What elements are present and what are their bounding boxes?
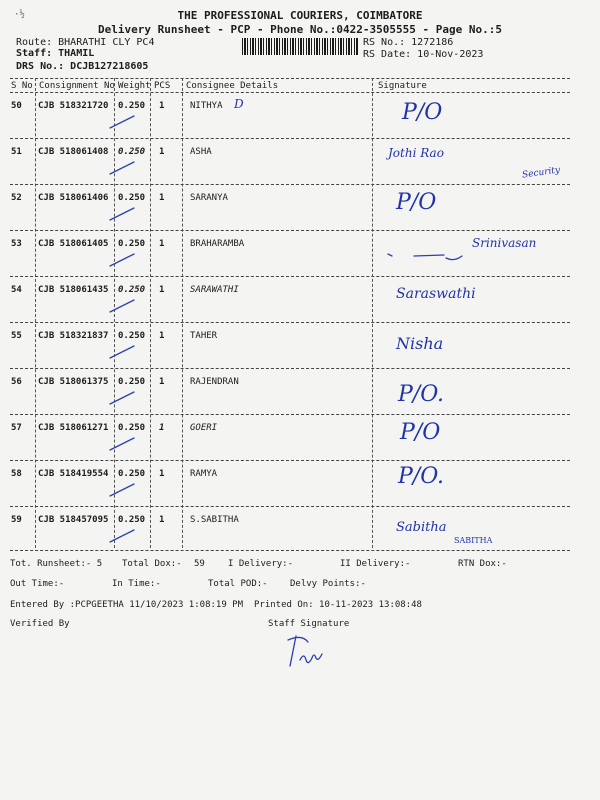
table-row [0,460,600,506]
row-consignee: GOERI [190,423,218,433]
company-name: THE PROFESSIONAL COURIERS, COIMBATORE [177,9,423,22]
table-row [0,276,600,322]
table-row [0,414,600,460]
table-row [0,506,600,552]
row-consignment: CJB 518061271 [38,423,109,433]
row-pcs: 1 [159,101,165,111]
tick-mark [108,342,138,362]
row-consignee: RAJENDRAN [190,377,239,387]
drs-number: DRS No.: DCJB127218605 [16,61,149,72]
row-weight: 0.250 [118,377,146,387]
total-runsheet: Tot. Runsheet:- 5 [10,559,103,569]
printed-on: Printed On: 10-11-2023 13:08:48 [254,600,422,610]
row-weight: 0.250 [118,101,146,111]
row-sno: 53 [11,239,22,249]
row-pcs: 1 [159,239,165,249]
row-consignment: CJB 518419554 [38,469,109,479]
row-consignee: BRAHARAMBA [190,239,245,249]
row-consignee: TAHER [190,331,218,341]
row-pcs: 1 [159,331,165,341]
row-consignment: CJB 518457095 [38,515,109,525]
row-consignment: CJB 518321837 [38,331,109,341]
entered-by: Entered By :PCPGEETHA 11/10/2023 1:08:19 PM [10,600,243,610]
row-consignee: NITHYA [190,101,223,111]
runsheet-title: Delivery Runsheet - PCP - Phone No.:0422-3505555 - Page No.:5 [98,23,502,36]
row-sno: 54 [11,285,22,295]
total-dox-label: Total Dox:- [122,559,182,569]
handwritten-initial: D [234,97,244,111]
row-consignee: SARANYA [190,193,228,203]
row-consignment: CJB 518061408 [38,147,109,157]
row-sno: 56 [11,377,22,387]
row-sno: 50 [11,101,22,111]
total-pod: Total POD:- [208,579,268,589]
row-signature: P/O. [398,382,444,407]
tick-mark [108,480,138,500]
row-sno: 58 [11,469,22,479]
row-consignee: SARAWATHI [190,285,239,295]
staff-label: Staff: THAMIL [16,48,95,59]
row-pcs: 1 [159,285,165,295]
signature-note: Security [521,165,561,181]
row-consignment: CJB 518061435 [38,285,109,295]
tick-mark [108,388,138,408]
row-signature: P/O. [398,464,444,489]
barcode [242,38,358,55]
total-dox-value: 59 [194,559,205,569]
staff-signature-label: Staff Signature [268,619,350,629]
row-signature: Saraswathi [396,286,476,302]
delvy-points: Delvy Points:- [290,579,366,589]
col-header-consignment: Consignment No [39,81,115,91]
row-consignment: CJB 518061406 [38,193,109,203]
tick-mark [108,204,138,224]
row-consignee: RAMYA [190,469,218,479]
row-weight: 0.250 [118,515,146,525]
i-delivery: I Delivery:- [228,559,294,569]
row-sno: 57 [11,423,22,433]
table-row [0,322,600,368]
row-signature: P/O [400,420,441,445]
signature-note: SABITHA [454,536,493,545]
staff-signature-mark [282,632,332,672]
table-row [0,184,600,230]
table-row [0,368,600,414]
col-header-pcs: PCS [154,81,171,91]
row-weight: 0.250 [118,423,146,433]
row-pcs: 1 [159,469,165,479]
row-signature: Sabitha [396,520,447,535]
col-header-sno: S No [11,81,33,91]
verified-by: Verified By [10,619,70,629]
row-pcs: 1 [159,423,165,433]
row-pcs: 1 [159,193,165,203]
row-weight: 0.250 [118,147,146,157]
row-pcs: 1 [159,515,165,525]
ii-delivery: II Delivery:- [340,559,411,569]
tick-mark [108,296,138,316]
row-weight: 0.250 [118,193,146,203]
row-sno: 59 [11,515,22,525]
col-header-signature: Signature [378,81,427,91]
table-row [0,230,600,276]
row-sno: 55 [11,331,22,341]
corner-mark: ·½ [14,10,25,20]
row-signature: P/O [396,190,437,215]
row-pcs: 1 [159,147,165,157]
row-weight: 0.250 [118,239,146,249]
tick-mark [108,434,138,454]
out-time: Out Time:- [10,579,65,589]
table-row [0,92,600,138]
in-time: In Time:- [112,579,161,589]
row-signature: Nisha [396,334,444,353]
row-consignment: CJB 518321720 [38,101,109,111]
row-signature: Srinivasan [472,236,537,250]
tick-mark [108,112,138,132]
row-weight: 0.250 [118,331,146,341]
rtn-dox: RTN Dox:- [458,559,507,569]
col-header-weight: Weight [118,81,151,91]
row-pcs: 1 [159,377,165,387]
col-header-consignee: Consignee Details [186,81,279,91]
row-consignment: CJB 518061405 [38,239,109,249]
row-signature: Jothi Rao [388,146,444,160]
table-row [0,138,600,184]
row-sno: 52 [11,193,22,203]
tick-mark [108,526,138,546]
signature-scribble [384,242,464,266]
row-sno: 51 [11,147,22,157]
tick-mark [108,250,138,270]
row-consignment: CJB 518061375 [38,377,109,387]
rs-date: RS Date: 10-Nov-2023 [363,49,484,60]
row-consignee: ASHA [190,147,212,157]
row-consignee: S.SABITHA [190,515,239,525]
table-top-rule [10,78,570,79]
rs-number: RS No.: 1272186 [363,37,454,48]
tick-mark [108,158,138,178]
row-weight: 0.250 [118,469,146,479]
row-weight: 0.250 [118,285,146,295]
route-label: Route: BHARATHI CLY PC4 [16,37,155,48]
table-bottom-rule [10,550,570,551]
row-signature: P/O [402,100,443,125]
